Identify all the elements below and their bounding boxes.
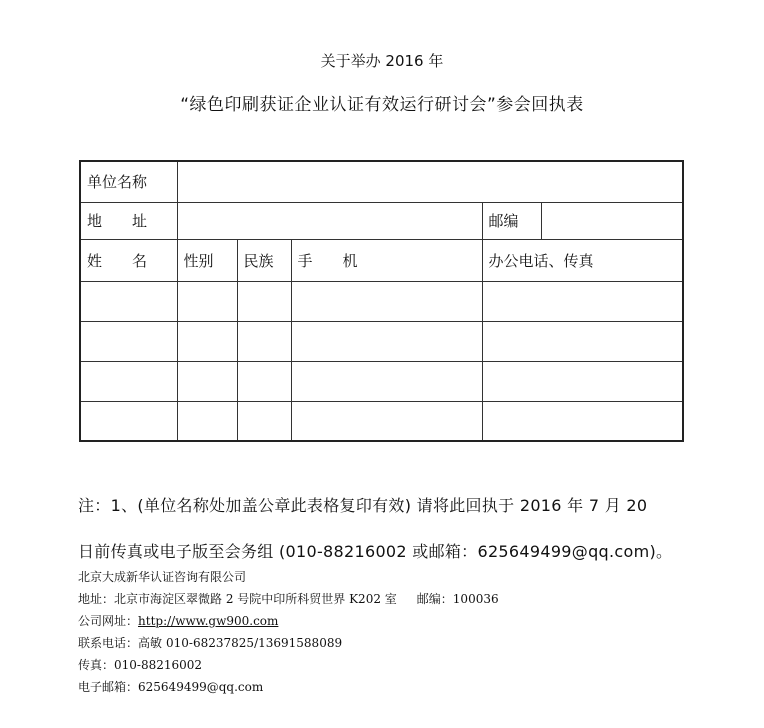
address-label-text: 地址： (78, 592, 115, 606)
postcode-label: 邮编 (482, 202, 541, 239)
postcode-field[interactable] (541, 202, 683, 239)
cell-name[interactable] (80, 321, 177, 361)
table-row (80, 401, 683, 441)
title-line-2: “绿色印刷获证企业认证有效运行研讨会”参会回执表 (180, 95, 584, 115)
cell-office-phone[interactable] (482, 321, 683, 361)
column-header-mobile: 手 机 (291, 239, 482, 281)
note-line-1: 注：1、(单位名称处加盖公章此表格复印有效) 请将此回执于 2016 年 7 月 20 (78, 496, 648, 515)
table-row (80, 321, 683, 361)
email-value[interactable]: 625649499@qq.com (138, 680, 264, 694)
phone-line (78, 634, 342, 651)
postcode-label-text: 邮编： (416, 592, 453, 606)
cell-ethnicity[interactable] (237, 281, 291, 321)
unit-name-field[interactable] (177, 161, 683, 202)
cell-ethnicity[interactable] (237, 361, 291, 401)
cell-office-phone[interactable] (482, 361, 683, 401)
unit-name-label: 单位名称 (80, 161, 177, 202)
cell-mobile[interactable] (291, 321, 482, 361)
fax-value: 010-88216002 (114, 658, 203, 672)
phone-contact-name: 高敏 (138, 636, 163, 650)
phone-value: 010-68237825/13691588089 (166, 636, 343, 650)
fax-line (78, 656, 202, 673)
cell-mobile[interactable] (291, 401, 482, 441)
website-label: 公司网址： (78, 614, 139, 628)
cell-name[interactable] (80, 401, 177, 441)
phone-label: 联系电话： (78, 636, 139, 650)
column-header-gender: 性别 (177, 239, 237, 281)
fax-label: 传真： (78, 658, 115, 672)
cell-name[interactable] (80, 281, 177, 321)
cell-gender[interactable] (177, 401, 237, 441)
table-row (80, 361, 683, 401)
website-line (78, 612, 278, 629)
header-row (80, 239, 683, 281)
cell-mobile[interactable] (291, 281, 482, 321)
cell-office-phone[interactable] (482, 401, 683, 441)
company-name: 北京大成新华认证咨询有限公司 (78, 570, 247, 584)
email-label: 电子邮箱： (78, 680, 139, 694)
postcode-value: 100036 (452, 592, 499, 606)
cell-gender[interactable] (177, 321, 237, 361)
address-row (80, 202, 683, 239)
cell-office-phone[interactable] (482, 281, 683, 321)
reply-form-table (79, 160, 684, 442)
table-row (80, 281, 683, 321)
column-header-office-phone: 办公电话、传真 (482, 239, 683, 281)
cell-ethnicity[interactable] (237, 321, 291, 361)
email-line (78, 678, 263, 695)
cell-name[interactable] (80, 361, 177, 401)
cell-gender[interactable] (177, 361, 237, 401)
column-header-ethnicity: 民族 (237, 239, 291, 281)
cell-gender[interactable] (177, 281, 237, 321)
cell-mobile[interactable] (291, 361, 482, 401)
note-line-2: 日前传真或电子版至会务组 (010-88216002 或邮箱：625649499@qq.com)。 (78, 542, 673, 561)
address-line (78, 590, 499, 607)
title-line-1: 关于举办 2016 年 (320, 52, 444, 70)
unit-row (80, 161, 683, 202)
cell-ethnicity[interactable] (237, 401, 291, 441)
address-value: 北京市海淀区翠微路 2 号院中印所科贸世界 K202 室 (114, 592, 397, 606)
website-link[interactable]: http://www.gw900.com (138, 614, 279, 628)
column-header-name: 姓 名 (80, 239, 177, 281)
address-label: 地 址 (80, 202, 177, 239)
address-field[interactable] (177, 202, 482, 239)
